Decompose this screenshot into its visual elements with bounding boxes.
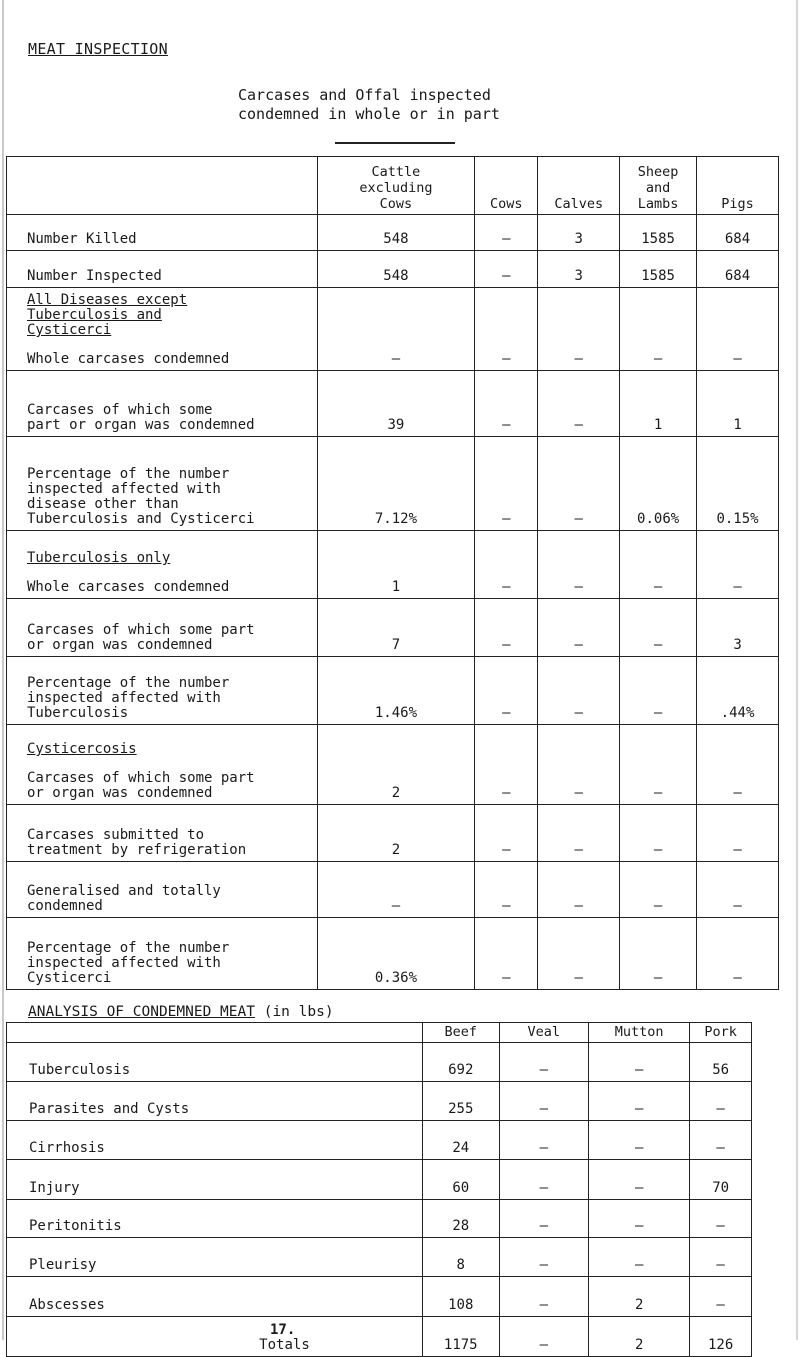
cell-value: 548 <box>317 251 475 288</box>
row-label-line: Percentage of the number <box>27 675 230 691</box>
row-label-line: inspected affected with <box>27 481 221 497</box>
page-edge-right <box>796 0 798 1340</box>
inspection-header-row <box>7 157 779 215</box>
cell-value: – <box>697 288 779 371</box>
row-label <box>7 918 318 990</box>
cell-value: 548 <box>317 215 475 251</box>
col-header-cattle-line-3: Cows <box>379 196 413 212</box>
row-label-line: Carcases of which some part <box>27 622 255 638</box>
row-label <box>7 862 318 918</box>
analysis-row-cirrhosis <box>7 1121 752 1160</box>
total-value: – <box>499 1317 589 1357</box>
analysis-header-row <box>7 1023 752 1043</box>
cell-value: – <box>620 805 697 862</box>
cell-value: – <box>475 288 538 371</box>
cell-value: – <box>620 531 697 599</box>
cell-value: 692 <box>422 1043 499 1082</box>
page-edge-left <box>2 0 4 1340</box>
section-heading: Cysticerci <box>27 322 112 338</box>
row-label-line: condemned <box>27 898 103 914</box>
page-heading: MEAT INSPECTION <box>28 40 168 58</box>
cell-value: 2 <box>589 1277 690 1317</box>
cell-value: – <box>475 251 538 288</box>
col-header-pigs: Pigs <box>697 157 779 215</box>
cell-value: – <box>475 805 538 862</box>
cell-value: – <box>697 918 779 990</box>
totals-label: Totals <box>7 1317 423 1357</box>
row-label-line: inspected affected with <box>27 690 221 706</box>
header-blank <box>7 1023 423 1043</box>
header-blank <box>7 157 318 215</box>
cell-value: – <box>538 918 620 990</box>
cell-value: 2 <box>317 805 475 862</box>
row-label <box>7 805 318 862</box>
cell-value: – <box>538 862 620 918</box>
analysis-table <box>6 1022 752 1357</box>
cell-value: – <box>317 288 475 371</box>
row-tb-percentage <box>7 657 779 725</box>
col-header-cattle <box>317 157 475 215</box>
row-label-line: Generalised and totally <box>27 883 221 899</box>
analysis-row-totals <box>7 1317 752 1357</box>
row-label <box>7 288 318 371</box>
section-heading: Tuberculosis and <box>27 307 162 323</box>
row-label-line: Percentage of the number <box>27 940 230 956</box>
row-label <box>7 371 318 437</box>
col-header-cows: Cows <box>475 157 538 215</box>
cell-value: – <box>589 1238 690 1277</box>
row-label-line: Percentage of the number <box>27 466 230 482</box>
cell-value: 7 <box>317 599 475 657</box>
cell-value: 39 <box>317 371 475 437</box>
cell-value: – <box>620 862 697 918</box>
cell-value: – <box>538 288 620 371</box>
cell-value: – <box>620 288 697 371</box>
cell-value: 684 <box>697 251 779 288</box>
analysis-row-abscesses <box>7 1277 752 1317</box>
row-label-line: part or organ was condemned <box>27 417 255 433</box>
cell-value: 3 <box>538 215 620 251</box>
row-label-line: or organ was condemned <box>27 785 213 801</box>
analysis-row-pleurisy <box>7 1238 752 1277</box>
cell-value: 3 <box>538 251 620 288</box>
cell-value: – <box>475 918 538 990</box>
cell-value: – <box>690 1200 752 1238</box>
cell-value: 70 <box>690 1160 752 1200</box>
col-header-veal: Veal <box>499 1023 589 1043</box>
row-label-line: disease other than <box>27 496 179 512</box>
cell-value: – <box>538 437 620 531</box>
row-number-killed <box>7 215 779 251</box>
cell-value: – <box>538 599 620 657</box>
cell-value: – <box>475 725 538 805</box>
subtitle-line-2: condemned in whole or in part <box>238 105 500 123</box>
row-label-line: treatment by refrigeration <box>27 842 247 858</box>
section-heading: Cysticercosis <box>27 741 137 757</box>
analysis-unit: (in lbs) <box>263 1004 334 1020</box>
cell-value: – <box>690 1238 752 1277</box>
row-label: Abscesses <box>7 1277 423 1317</box>
subtitle-rule <box>335 142 455 144</box>
cell-value: 3 <box>697 599 779 657</box>
cell-value: – <box>697 805 779 862</box>
cell-value: – <box>538 371 620 437</box>
cell-value: – <box>589 1082 690 1121</box>
cell-value: 8 <box>422 1238 499 1277</box>
col-header-mutton: Mutton <box>589 1023 690 1043</box>
cell-value: – <box>475 657 538 725</box>
cell-value: 1 <box>620 371 697 437</box>
row-tb-whole <box>7 531 779 599</box>
row-label <box>7 437 318 531</box>
row-label: Number Inspected <box>7 251 318 288</box>
cell-value: – <box>499 1121 589 1160</box>
cell-value: – <box>499 1200 589 1238</box>
cell-value: – <box>697 862 779 918</box>
cell-value: – <box>317 862 475 918</box>
cell-value: – <box>589 1200 690 1238</box>
cell-value: 28 <box>422 1200 499 1238</box>
cell-value: 2 <box>317 725 475 805</box>
cell-value: 0.06% <box>620 437 697 531</box>
page-number: 17. <box>270 1322 296 1338</box>
row-cyst-percentage <box>7 918 779 990</box>
cell-value: – <box>475 437 538 531</box>
cell-value: – <box>538 805 620 862</box>
analysis-heading <box>28 1004 334 1020</box>
row-label-line: Carcases of which some <box>27 402 213 418</box>
row-cyst-refrigeration <box>7 805 779 862</box>
cell-value: – <box>475 531 538 599</box>
cell-value: – <box>538 657 620 725</box>
page-subtitle <box>238 86 500 124</box>
cell-value: 0.36% <box>317 918 475 990</box>
row-label: Pleurisy <box>7 1238 423 1277</box>
row-label: Number Killed <box>7 215 318 251</box>
cell-value: – <box>499 1277 589 1317</box>
row-number-inspected <box>7 251 779 288</box>
cell-value: 1 <box>317 531 475 599</box>
cell-value: – <box>538 725 620 805</box>
total-value: 126 <box>690 1317 752 1357</box>
cell-value: – <box>690 1277 752 1317</box>
cell-value: – <box>589 1160 690 1200</box>
row-label-line: Cysticerci <box>27 970 112 986</box>
cell-value: 108 <box>422 1277 499 1317</box>
subtitle-line-1: Carcases and Offal inspected <box>238 86 491 104</box>
col-header-sheep <box>620 157 697 215</box>
row-label-line: Tuberculosis and Cysticerci <box>27 511 255 527</box>
cell-value: – <box>697 725 779 805</box>
cell-value: 684 <box>697 215 779 251</box>
cell-value: – <box>589 1121 690 1160</box>
col-header-sheep-line-1: Sheep <box>637 164 679 180</box>
row-all-diseases-whole <box>7 288 779 371</box>
row-label-line: or organ was condemned <box>27 637 213 653</box>
cell-value: – <box>475 862 538 918</box>
row-label <box>7 657 318 725</box>
row-percentage-other <box>7 437 779 531</box>
total-value: 2 <box>589 1317 690 1357</box>
col-header-sheep-line-2: and <box>645 180 671 196</box>
cell-value: – <box>697 531 779 599</box>
row-label: Cirrhosis <box>7 1121 423 1160</box>
cell-value: – <box>690 1121 752 1160</box>
cell-value: – <box>475 215 538 251</box>
analysis-title: ANALYSIS OF CONDEMNED MEAT <box>28 1004 255 1020</box>
cell-value: – <box>538 531 620 599</box>
cell-value: – <box>499 1082 589 1121</box>
cell-value: 56 <box>690 1043 752 1082</box>
row-label: Peritonitis <box>7 1200 423 1238</box>
cell-value: – <box>620 599 697 657</box>
col-header-cattle-line-1: Cattle <box>371 164 421 180</box>
row-label: Tuberculosis <box>7 1043 423 1082</box>
row-label <box>7 725 318 805</box>
row-label-text: Whole carcases condemned <box>27 351 230 367</box>
col-header-cattle-line-2: excluding <box>359 180 433 196</box>
row-label: Parasites and Cysts <box>7 1082 423 1121</box>
row-cyst-generalised <box>7 862 779 918</box>
col-header-pork: Pork <box>690 1023 752 1043</box>
row-label-line: inspected affected with <box>27 955 221 971</box>
section-heading: All Diseases except <box>27 292 188 308</box>
cell-value: 1585 <box>620 251 697 288</box>
col-header-beef: Beef <box>422 1023 499 1043</box>
cell-value: – <box>499 1043 589 1082</box>
cell-value: .44% <box>697 657 779 725</box>
cell-value: – <box>620 725 697 805</box>
analysis-row-peritonitis <box>7 1200 752 1238</box>
col-header-calves: Calves <box>538 157 620 215</box>
cell-value: – <box>475 599 538 657</box>
cell-value: 1.46% <box>317 657 475 725</box>
cell-value: 24 <box>422 1121 499 1160</box>
row-tb-part <box>7 599 779 657</box>
cell-value: – <box>690 1082 752 1121</box>
row-cyst-part <box>7 725 779 805</box>
analysis-row-parasites <box>7 1082 752 1121</box>
cell-value: – <box>589 1043 690 1082</box>
analysis-row-injury <box>7 1160 752 1200</box>
cell-value: – <box>475 371 538 437</box>
cell-value: 255 <box>422 1082 499 1121</box>
row-label-line: Carcases of which some part <box>27 770 255 786</box>
total-value: 1175 <box>422 1317 499 1357</box>
section-heading: Tuberculosis only <box>27 550 171 566</box>
row-label <box>7 599 318 657</box>
row-label <box>7 531 318 599</box>
row-label-line: Tuberculosis <box>27 705 129 721</box>
row-label-text: Whole carcases condemned <box>27 579 230 595</box>
col-header-sheep-line-3: Lambs <box>637 196 679 212</box>
cell-value: – <box>499 1238 589 1277</box>
cell-value: 0.15% <box>697 437 779 531</box>
cell-value: 1 <box>697 371 779 437</box>
analysis-row-tuberculosis <box>7 1043 752 1082</box>
row-label: Injury <box>7 1160 423 1200</box>
row-part-condemned <box>7 371 779 437</box>
cell-value: 7.12% <box>317 437 475 531</box>
row-label-line: Carcases submitted to <box>27 827 205 843</box>
cell-value: – <box>620 657 697 725</box>
cell-value: – <box>620 918 697 990</box>
cell-value: 1585 <box>620 215 697 251</box>
inspection-table <box>6 156 779 990</box>
cell-value: – <box>499 1160 589 1200</box>
cell-value: 60 <box>422 1160 499 1200</box>
